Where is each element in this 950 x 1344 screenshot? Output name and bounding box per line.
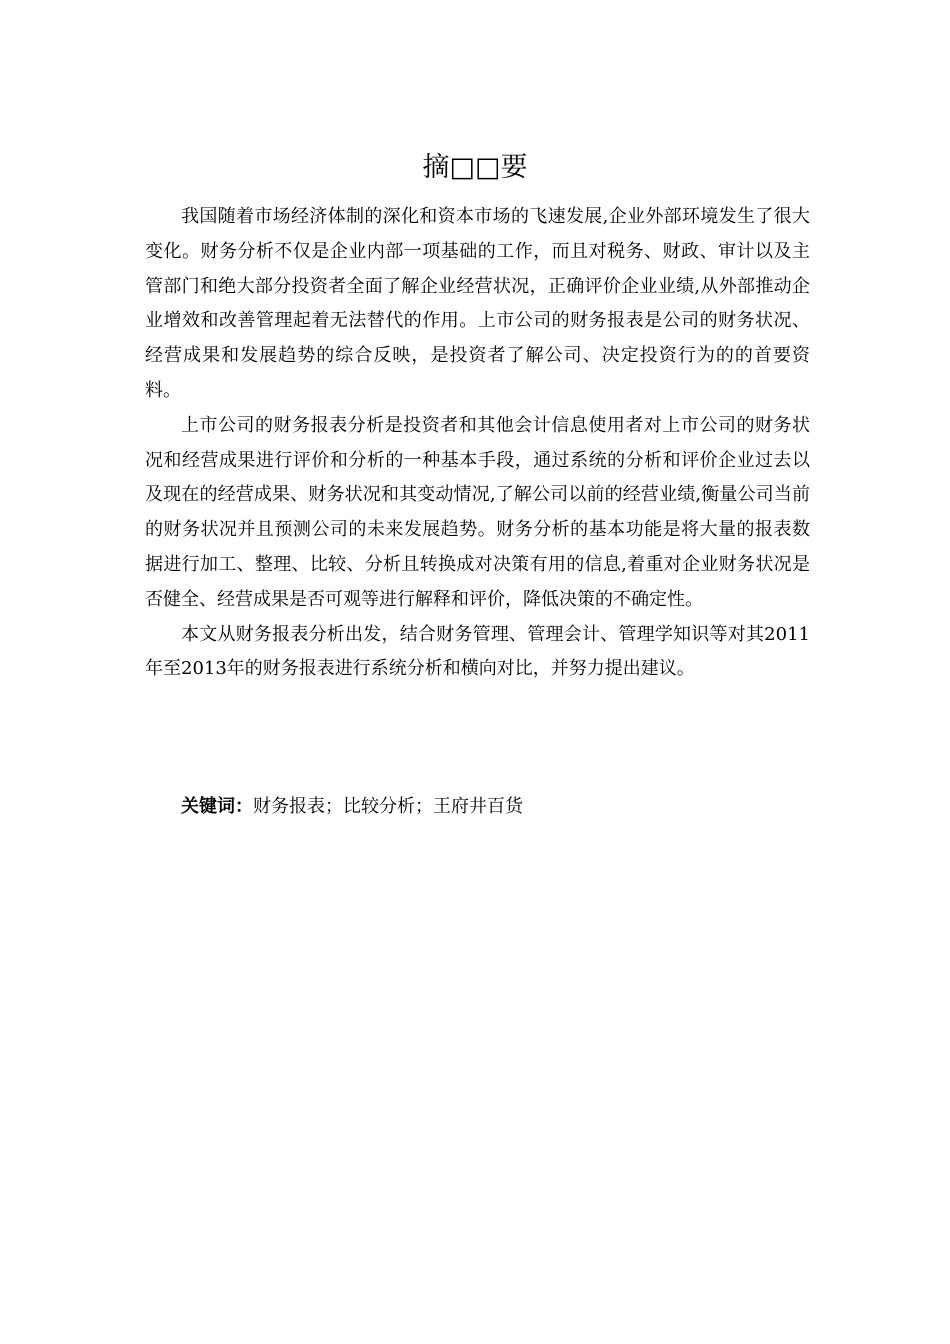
keywords-label: 关键词： — [181, 796, 253, 817]
abstract-paragraph-3: 本文从财务报表分析出发，结合财务管理、管理会计、管理学知识等对其2011年至2013年的财务报表进行系统分析和横向对比，并努力提出建议。 — [145, 623, 810, 680]
abstract-body — [145, 200, 810, 687]
abstract-paragraph-2: 上市公司的财务报表分析是投资者和其他会计信息使用者对上市公司的财务状况和经营成果进行评价和分析的一种基本手段，通过系统的分析和评价企业过去以及现在的经营成果、财务状况和其变动情况,了解公司以前的经营业绩,衡量公司当前的财务状况并且预测公司的未来发展趋势。财务分析的基本功能是将大量的报表数据进行加工、整理、比较、分析且转换成对决策有用的信息,着重对企业财务状况是否健全、经营成果是否可观等进行解释和评价，降低决策的不确定性。 — [145, 414, 810, 610]
abstract-title: 摘□□要 — [422, 152, 528, 183]
keywords-text: 财务报表；比较分析；王府井百货 — [253, 796, 523, 817]
keywords-line — [181, 790, 811, 824]
abstract-paragraph-1: 我国随着市场经济体制的深化和资本市场的飞速发展,企业外部环境发生了很大变化。财务分析不仅是企业内部一项基础的工作，而且对税务、财政、审计以及主管部门和绝大部分投资者全面了解企业经营状况，正确评价企业业绩,从外部推动企业增效和改善管理起着无法替代的作用。上市公司的财务报表是公司的财务状况、经营成果和发展趋势的综合反映，是投资者了解公司、决定投资行为的的首要资料。 — [145, 206, 810, 401]
